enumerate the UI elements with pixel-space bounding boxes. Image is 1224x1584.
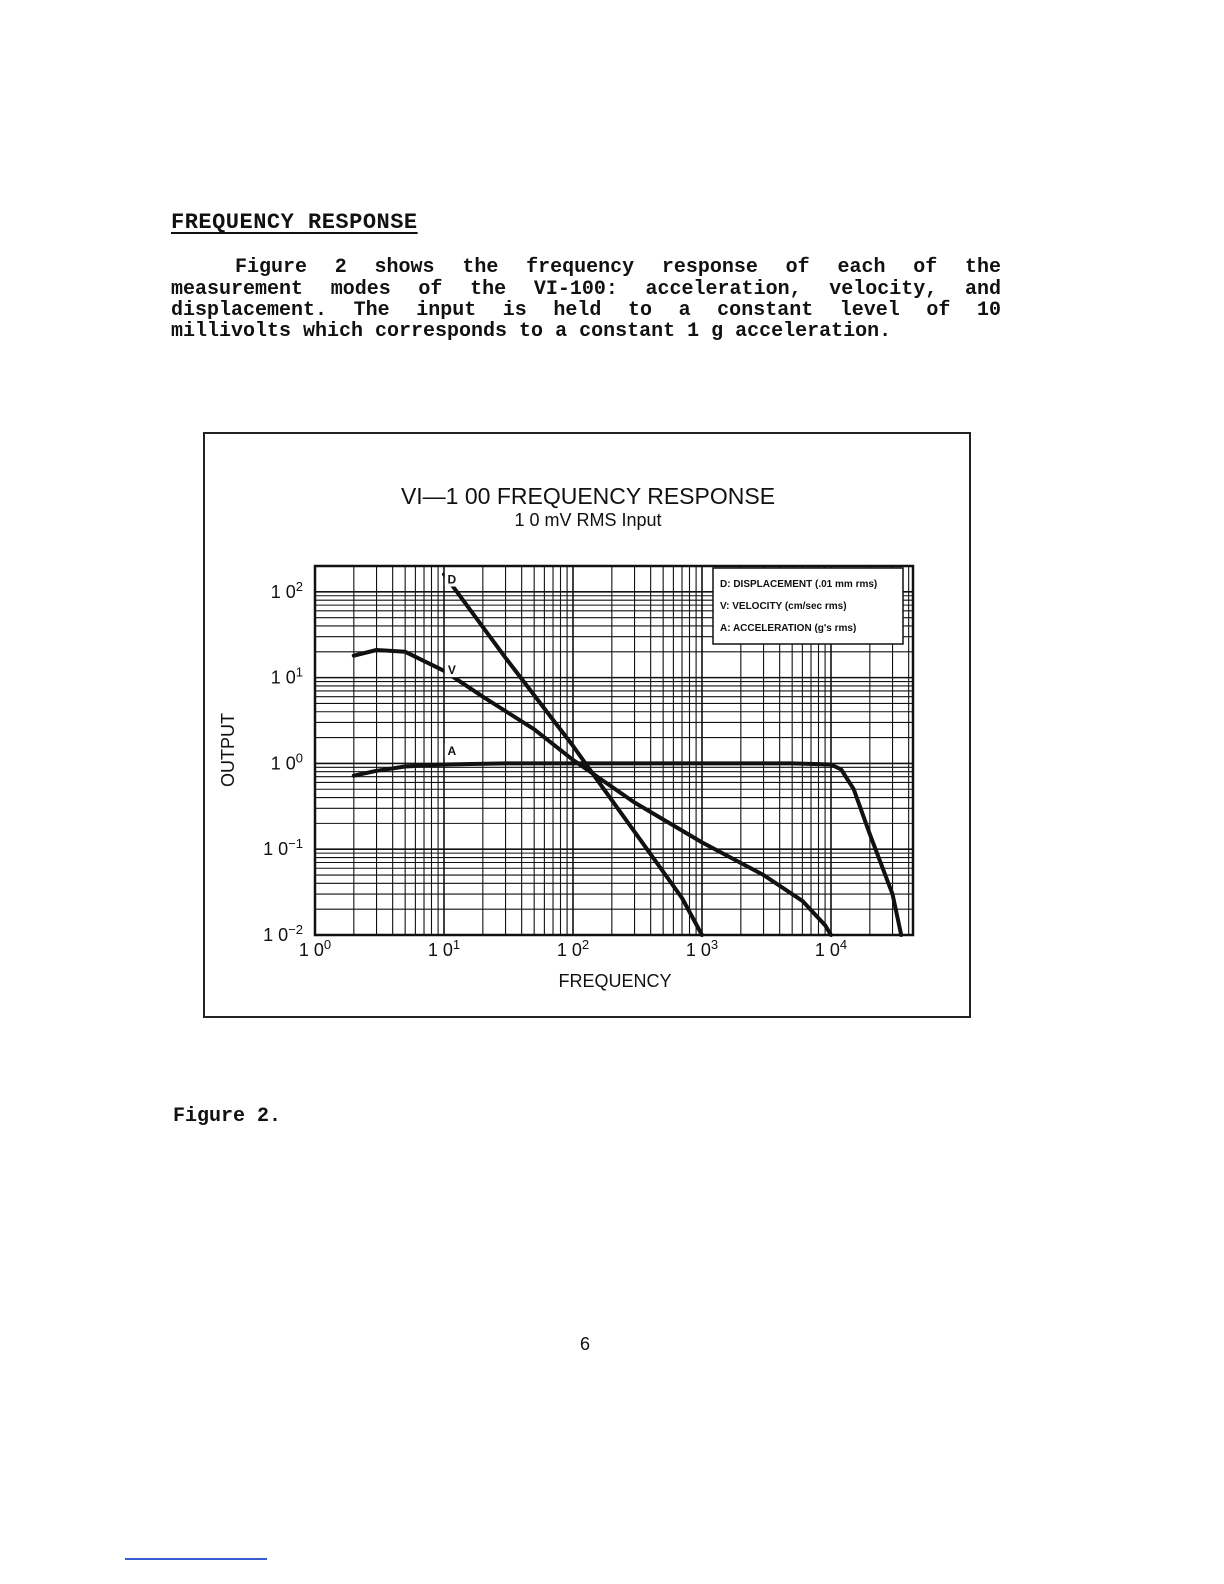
legend-entry-displacement: D: DISPLACEMENT (.01 mm rms) xyxy=(720,579,878,590)
x-axis-label: FREQUENCY xyxy=(558,971,672,991)
section-heading: FREQUENCY RESPONSE xyxy=(171,210,418,235)
legend-entry-acceleration: A: ACCELERATION (g's rms) xyxy=(720,623,857,634)
x-tick-label: 1 $0^1$ xyxy=(427,937,461,960)
y-tick-label: 1 $0^{-1}$ xyxy=(263,836,303,860)
chart-title: VI—1 00 FREQUENCY RESPONSE xyxy=(400,483,776,509)
y-axis-label: OUTPUT xyxy=(218,713,238,787)
y-tick-label: 1 $0^{-2}$ xyxy=(263,922,303,945)
figure-caption: Figure 2. xyxy=(173,1105,282,1128)
figure-frame xyxy=(203,432,971,1018)
series-label-a: A xyxy=(447,744,457,759)
y-tick-label: 1 $0^2$ xyxy=(270,578,303,602)
y-tick-label: 1 $0^0$ xyxy=(270,750,303,774)
series-label-v: V xyxy=(447,663,456,678)
x-tick-label: 1 $0^0$ xyxy=(298,937,332,960)
series-line-v xyxy=(354,650,831,935)
paragraph-line: displacement. The input is held to a constant level of 10 xyxy=(171,299,1001,322)
x-tick-label: 1 $0^4$ xyxy=(814,937,848,960)
chart-subtitle: 1 0 mV RMS Input xyxy=(514,510,662,530)
x-tick-label: 1 $0^3$ xyxy=(685,937,719,960)
series-label-d: D xyxy=(447,572,457,587)
x-tick-label: 1 $0^2$ xyxy=(556,937,590,960)
frequency-response-chart xyxy=(205,434,969,1016)
footnote-rule xyxy=(125,1558,267,1560)
paragraph-line: Figure 2 shows the frequency response of each of the xyxy=(235,256,1001,279)
paragraph-line: millivolts which corresponds to a constant 1 g acceleration. xyxy=(171,320,892,343)
legend-entry-velocity: V: VELOCITY (cm/sec rms) xyxy=(720,601,847,612)
y-tick-label: 1 $0^1$ xyxy=(270,664,303,688)
chart-legend xyxy=(713,568,903,644)
paragraph-line: measurement modes of the VI-100: acceleration, velocity, and xyxy=(171,278,1001,301)
page-number: 6 xyxy=(580,1334,591,1354)
